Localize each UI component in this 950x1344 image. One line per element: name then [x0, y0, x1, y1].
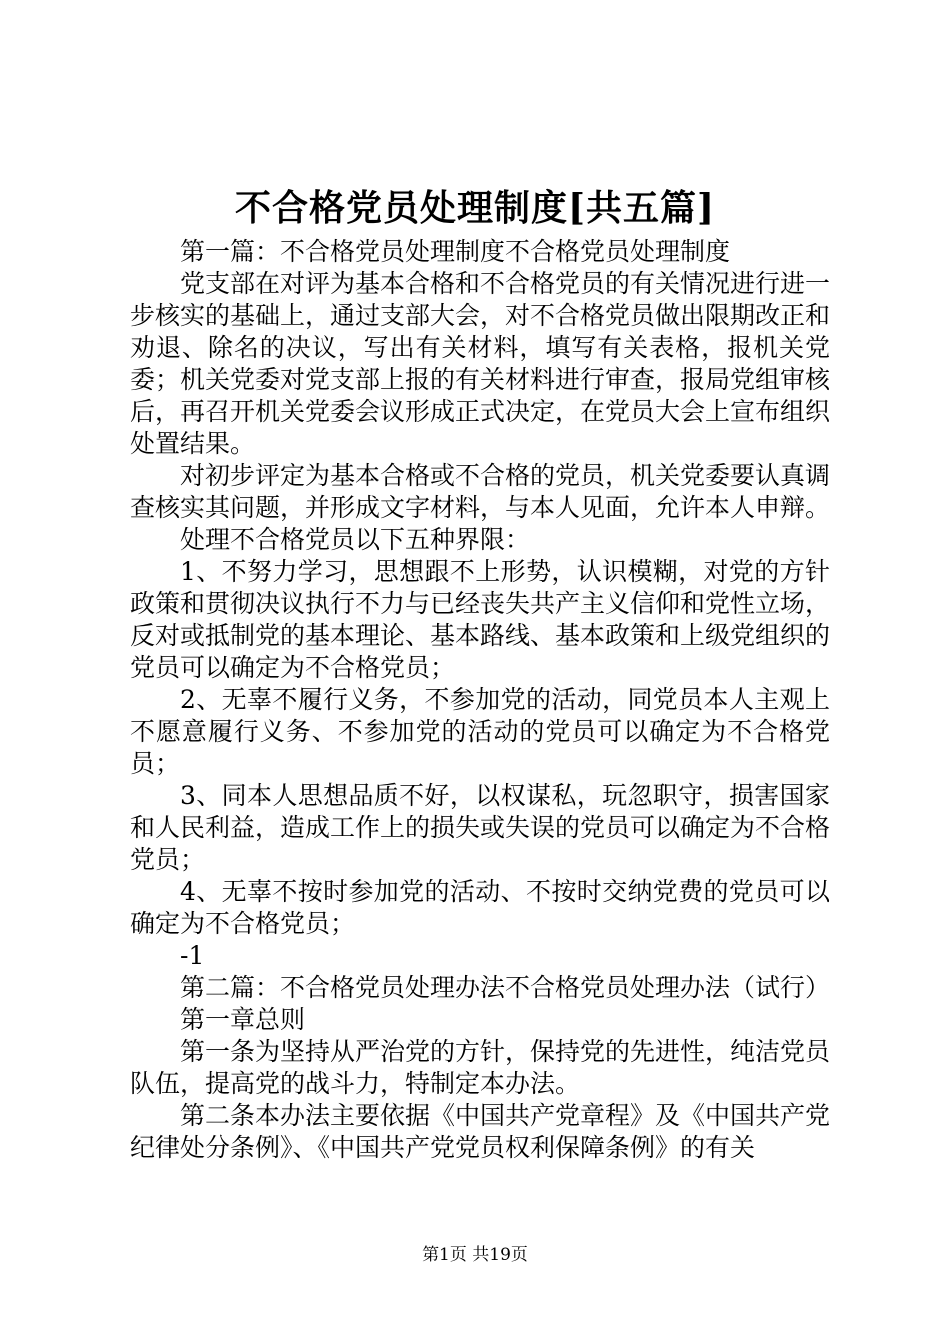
list-item: 2、无辜不履行义务，不参加党的活动，同党员本人主观上不愿意履行义务、不参加党的活动的党员可以确定为不合格党员； — [130, 685, 830, 778]
inline-page-marker: -1 — [180, 941, 205, 970]
page-footer: 第1页 共19页 — [422, 1245, 528, 1265]
paragraph: 第二条本办法主要依据《中国共产党章程》及《中国共产党纪律处分条例》、《中国共产党党员权利保障条例》的有关 — [130, 1101, 831, 1162]
paragraph: 第一条为坚持从严治党的方针，保持党的先进性，纯洁党员队伍，提高党的战斗力，特制定本办法。 — [130, 1037, 831, 1098]
paragraph: 对初步评定为基本合格或不合格的党员，机关党委要认真调查核实其问题，并形成文字材料，与本人见面，允许本人申辩。 — [130, 461, 831, 522]
chapter-heading: 第一章总则 — [180, 1005, 306, 1034]
paragraph: 党支部在对评为基本合格和不合格党员的有关情况进行进一步核实的基础上，通过支部大会，对不合格党员做出限期改正和劝退、除名的决议，写出有关材料，填写有关表格，报机关党委；机关党委对党支部上报的有关材料进行审查，报局党组审核后，再召开机关党委会议形成正式决定，在党员大会上宣布组织处置结果。 — [130, 269, 831, 458]
paragraph-heading-part-one: 第一篇：不合格党员处理制度不合格党员处理制度 — [180, 237, 731, 266]
paragraph: 处理不合格党员以下五种界限： — [180, 525, 531, 554]
list-item: 1、不努力学习，思想跟不上形势，认识模糊，对党的方针政策和贯彻决议执行不力与已经丧失共产主义信仰和党性立场，反对或抵制党的基本理论、基本路线、基本政策和上级党组织的党员可以确定为不合格党员； — [130, 557, 831, 682]
list-item: 3、同本人思想品质不好，以权谋私，玩忽职守，损害国家和人民利益，造成工作上的损失或失误的党员可以确定为不合格党员； — [130, 781, 831, 874]
document-body — [130, 236, 830, 1164]
list-item: 4、无辜不按时参加党的活动、不按时交纳党费的党员可以确定为不合格党员； — [130, 877, 830, 938]
paragraph-heading-part-two: 第二篇：不合格党员处理办法不合格党员处理办法（试行） — [180, 973, 831, 1002]
document-title: 不合格党员处理制度[共五篇] — [234, 187, 716, 229]
